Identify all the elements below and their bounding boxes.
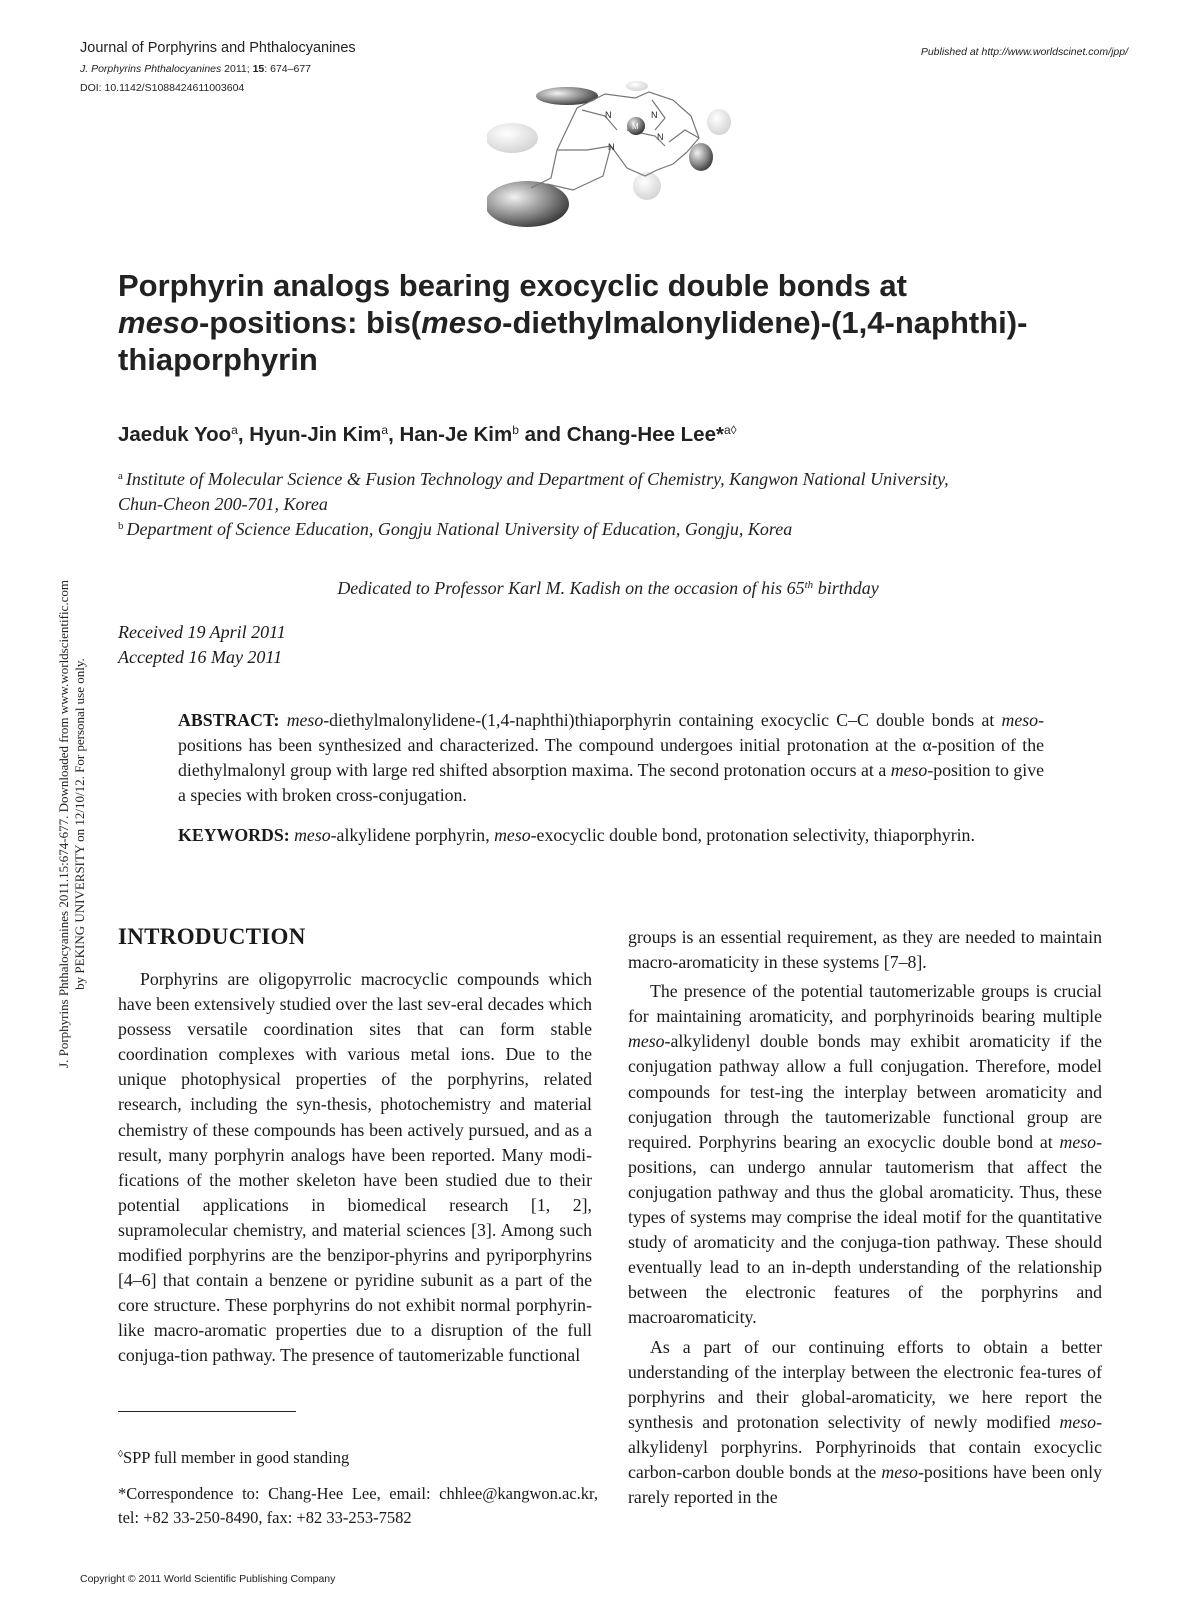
macrocycle-bonds	[531, 92, 699, 190]
keyword-text-1: -alkylidene porphyrin,	[330, 825, 495, 845]
keyword-text-2: -exocyclic double bond, protonation selectivity, thiaporphyrin.	[530, 825, 975, 845]
intro-paragraph-1: Porphyrins are oligopyrrolic macrocyclic compounds which have been extensively studied over the last sev-eral decades which possess versatile coordination sites that can form stable coordination complexes with various metal ions. Due to the unique photophysical properties of the porphyrins, related research, including the syn-thesis, photochemistry and material chemistry of these compounds has been actively pursued, and as a result, many porphyrin analogs have been reported. Many modi-fications of the mother skeleton have been studied due to their potential applications in biomedical research [1, 2], supramolecular chemistry, and material sciences [3]. Among such modified porphyrins are the benzipor-phyrins and pyriporphyrins [4–6] that contain a benzene or pyridine subunit as a part of the core structure. These porphyrins do not exhibit normal porphyrin-like macro-aromatic properties due to a disruption of the full conjuga-tion pathway. The presence of tautomerizable functional	[118, 969, 592, 1366]
p3-meso-2: meso	[881, 1461, 918, 1482]
author-1: Jaeduk Yoo	[118, 423, 232, 446]
lobe-right-top	[707, 109, 731, 135]
p3-meso-1: meso	[1059, 1411, 1097, 1432]
atom-n2: N	[651, 110, 658, 120]
lobe-bottom-left	[487, 181, 569, 227]
title-line3: thiaporphyrin	[118, 342, 318, 377]
affiliation-b	[118, 517, 1098, 542]
affiliation-a-line1: Institute of Molecular Science & Fusion Technology and Department of Chemistry, Kangwon National University,	[125, 469, 949, 489]
affiliation-a	[118, 467, 1098, 517]
citation-pages: : 674–677	[264, 63, 311, 75]
title-line1: Porphyrin analogs bearing exocyclic double bonds at	[118, 268, 907, 303]
watermark-line2: by PEKING UNIVERSITY on 12/10/12. For personal use only.	[72, 658, 87, 990]
dedication	[118, 578, 1098, 599]
lobe-right	[689, 143, 713, 171]
abstract-label: ABSTRACT:	[178, 710, 280, 730]
author-3-aff: b	[512, 423, 519, 437]
copyright-notice: Copyright © 2011 World Scientific Publishing Company	[80, 1573, 336, 1585]
p2-meso-2: meso	[1059, 1131, 1097, 1152]
title-meso-2: meso	[421, 305, 503, 340]
author-3: , Han-Je Kim	[388, 423, 513, 446]
dedication-after: birthday	[813, 578, 879, 598]
author-4: and Chang-Hee Lee*	[518, 423, 724, 446]
lobe-top-right	[626, 81, 648, 91]
intro-paragraph-3	[628, 1335, 1102, 1511]
porphyrin-logo	[487, 80, 749, 230]
download-watermark	[56, 174, 88, 1474]
citation-year: 2011;	[221, 63, 253, 75]
title-line2	[118, 304, 1098, 341]
abstract-text-2: -positions has been synthesized and characterized. The compound undergoes initial protonation at the α-position of the diethylmalonyl group with large red shifted absorption maxima. The second protonation occurs at a	[178, 710, 1044, 780]
intro-paragraph-2	[628, 979, 1102, 1330]
atom-m: M	[632, 122, 639, 131]
abstract-text-3: -position to give a species with broken cross-conjugation.	[178, 760, 1044, 805]
affiliation-b-line: Department of Science Education, Gongju National University of Education, Gongju, Korea	[126, 519, 793, 539]
p3-text-c: -positions have been only rarely reported in the	[628, 1461, 1102, 1508]
keywords-label: KEYWORDS:	[178, 825, 290, 845]
author-list	[118, 423, 737, 447]
lobe-bottom	[633, 172, 661, 200]
affiliation-b-mark: b	[118, 520, 124, 532]
intro-paragraph-1-cont: groups is an essential requirement, as they are needed to maintain macro-aromaticity in these systems [7–8].	[628, 927, 1102, 973]
footnote-spp-text: SPP full member in good standing	[122, 1448, 350, 1467]
title-end: -diethylmalonylidene)-(1,4-naphthi)-	[502, 305, 1028, 340]
journal-doi: DOI: 10.1142/S1088424611003604	[80, 82, 245, 94]
abstract-meso-2: meso	[1001, 710, 1039, 730]
affiliation-a-line2: Chun-Cheon 200-701, Korea	[118, 494, 328, 514]
abstract-text-1: -diethylmalonylidene-(1,4-naphthi)thiaporphyrin containing exocyclic C–C double bonds at	[323, 710, 1002, 730]
keyword-meso-2: meso	[494, 825, 531, 845]
journal-citation	[80, 63, 311, 75]
accepted-date: Accepted 16 May 2011	[118, 647, 283, 667]
abstract-meso-3: meso	[890, 760, 928, 780]
footnote-spp-mark: ◊	[118, 1449, 123, 1460]
citation-volume: 15	[252, 63, 265, 75]
p2-text-a: The presence of the potential tautomerizable groups is crucial for maintaining aromaticity, and porphyrinoids bearing multiple	[628, 981, 1102, 1027]
p2-meso-1: meso	[628, 1031, 665, 1052]
title-mid: -positions: bis(	[198, 305, 422, 340]
published-at-link[interactable]: Published at http://www.worldscinet.com/jpp/	[920, 46, 1128, 58]
footnote-divider	[118, 1411, 296, 1412]
section-heading-introduction: INTRODUCTION	[118, 924, 306, 949]
keyword-meso-1: meso	[294, 825, 331, 845]
p2-text-c: -positions, can undergo annular tautomerism that affect the conjugation pathway and thus the global aromaticity. Thus, these types of systems may comprise the ideal motif for the quantitative study of aromaticity and the conjuga-tion pathway. These should eventually lead to an in-depth understanding of the relationship between the electronic features of the porphyrins and macroaromaticity.	[628, 1131, 1102, 1328]
abstract	[178, 708, 1044, 808]
column-left	[118, 967, 592, 1369]
author-2: , Hyun-Jin Kim	[237, 423, 382, 446]
p3-text-a: As a part of our continuing efforts to obtain a better understanding of the interplay between the electronic fea-tures of porphyrins and their global-aromaticity, we here report the synthesis and protonation selectivity of newly modified	[628, 1336, 1102, 1432]
p3-text-b: -alkylidenyl porphyrins. Porphyrinoids that contain exocyclic carbon-carbon double bonds at the	[628, 1411, 1102, 1482]
received-date: Received 19 April 2011	[118, 622, 286, 642]
column-right	[628, 925, 1102, 1510]
atom-n1: N	[605, 110, 612, 120]
watermark-line1: J. Porphyrins Phthalocyanines 2011.15:674-677. Downloaded from www.worldscientific.com	[56, 580, 71, 1068]
citation-journal: J. Porphyrins Phthalocyanines	[80, 63, 222, 75]
author-1-aff: a	[231, 423, 238, 437]
footnote-spp	[118, 1447, 598, 1469]
lobe-left	[487, 123, 538, 153]
atom-n4: N	[608, 142, 615, 152]
abstract-meso-1: meso	[286, 710, 324, 730]
keywords	[178, 823, 1044, 848]
author-2-aff: a	[381, 423, 389, 437]
footnote-correspondence: *Correspondence to: Chang-Hee Lee, email: chhlee@kangwon.ac.kr, tel: +82 33-250-8490, fax: +82 33-253-7582	[118, 1484, 598, 1527]
dedication-text: Dedicated to Professor Karl M. Kadish on the occasion of his 65	[337, 578, 805, 598]
title-meso-1: meso	[118, 305, 199, 340]
dedication-sup: th	[804, 579, 814, 591]
journal-name: Journal of Porphyrins and Phthalocyanines	[80, 40, 356, 56]
author-4-aff: a◊	[723, 423, 737, 437]
p2-text-b: -alkylidenyl double bonds may exhibit aromaticity if the conjugation pathway allow a full conjugation. Therefore, model compounds for test-ing the interplay between aromaticity and conjugation through the tautomerizable functional group are required. Porphyrins bearing an exocyclic double bond at	[628, 1031, 1102, 1152]
article-title	[118, 267, 1098, 378]
atom-n3: N	[657, 132, 664, 142]
affiliation-a-mark: a	[118, 470, 123, 482]
